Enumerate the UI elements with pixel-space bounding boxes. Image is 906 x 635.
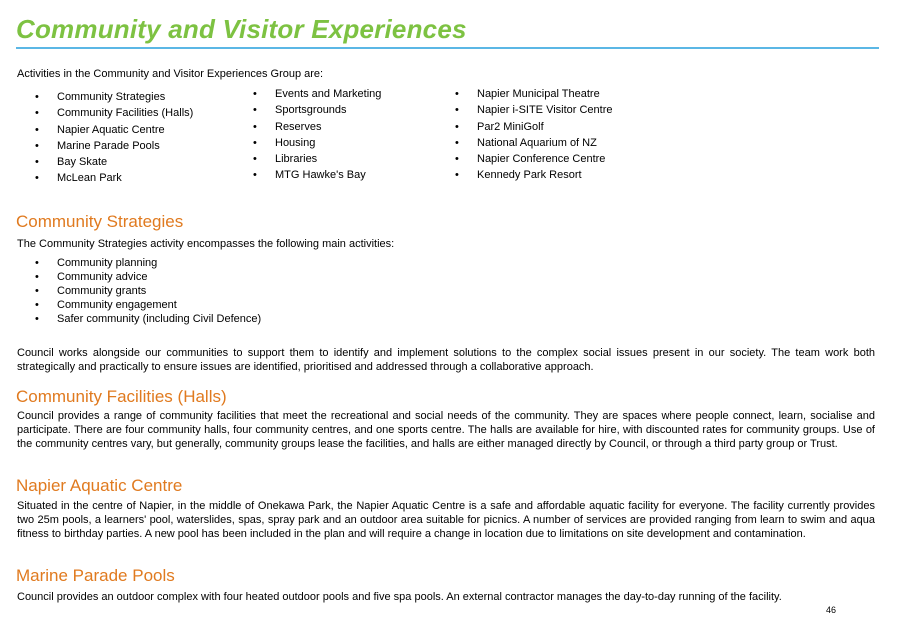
list-item: • Marine Parade Pools	[35, 138, 193, 154]
group-intro: Activities in the Community and Visitor Experiences Group are:	[17, 68, 324, 80]
list-item: • Community Facilities (Halls)	[35, 105, 193, 121]
page-title: Community and Visitor Experiences	[16, 14, 467, 44]
list-item: • Community Strategies	[35, 89, 193, 105]
community-facilities-body: Council provides a range of community facilities that meet the recreational and social needs of the community. They are spaces where people connect, learn, socialise and participate. There are four community halls, four community centres, and one sports centre. The halls are available for hire, with discounted rates for community groups. Use of the community centres vary, but generally, community groups lease the facilities, and halls are either managed directly by Council, or through a third party group or Trust.	[17, 410, 875, 450]
list-item: • Safer community (including Civil Defence)	[35, 312, 261, 326]
section-heading-aquatic-centre: Napier Aquatic Centre	[16, 476, 183, 495]
community-strategies-list	[35, 256, 261, 326]
list-item: • Napier Conference Centre	[455, 151, 613, 167]
list-item: • Community engagement	[35, 298, 261, 312]
list-item: • Sportsgrounds	[253, 102, 381, 118]
list-item: • National Aquarium of NZ	[455, 135, 613, 151]
section-heading-community-strategies: Community Strategies	[16, 212, 184, 231]
list-item: • Libraries	[253, 151, 381, 167]
section-heading-marine-parade-pools: Marine Parade Pools	[16, 566, 175, 585]
section-heading-community-facilities: Community Facilities (Halls)	[16, 387, 227, 406]
list-item: • Napier i-SITE Visitor Centre	[455, 102, 613, 118]
list-item: • Community grants	[35, 284, 261, 298]
list-item: • Napier Aquatic Centre	[35, 122, 193, 138]
list-item: • Bay Skate	[35, 154, 193, 170]
list-item: • Community planning	[35, 256, 261, 270]
list-item: • MTG Hawke's Bay	[253, 167, 381, 183]
list-item: • Kennedy Park Resort	[455, 167, 613, 183]
activity-list-column-3	[455, 86, 613, 184]
list-item: • Reserves	[253, 119, 381, 135]
title-divider	[16, 47, 879, 49]
activity-list-column-2	[253, 86, 381, 184]
list-item: • Napier Municipal Theatre	[455, 86, 613, 102]
marine-parade-pools-body: Council provides an outdoor complex with four heated outdoor pools and five spa pools. An external contractor manages the day-to-day running of the facility.	[17, 591, 782, 603]
activity-list-column-1	[35, 89, 193, 187]
aquatic-centre-body: Situated in the centre of Napier, in the middle of Onekawa Park, the Napier Aquatic Centre is a safe and affordable aquatic facility for everyone. The facility currently provides two 25m pools, a learners' pool, waterslides, spas, spray park and an outdoor area suitable for picnics. A number of services are provided ranging from learn to swim and aqua fitness to birthday parties. A new pool has been included in the plan and will require a change in location due to limitations on site development and contamination.	[17, 500, 875, 540]
page-number: 46	[825, 605, 836, 615]
list-item: • Community advice	[35, 270, 261, 284]
list-item: • Par2 MiniGolf	[455, 119, 613, 135]
list-item: • Housing	[253, 135, 381, 151]
community-strategies-intro: The Community Strategies activity encompasses the following main activities:	[17, 238, 395, 250]
community-strategies-body: Council works alongside our communities to support them to identify and implement solutions to the complex social issues present in our society. The team work both strategically and practically to ensure issues are identified, prioritised and addressed through a collaborative approach.	[17, 347, 875, 373]
list-item: • Events and Marketing	[253, 86, 381, 102]
list-item: • McLean Park	[35, 170, 193, 186]
